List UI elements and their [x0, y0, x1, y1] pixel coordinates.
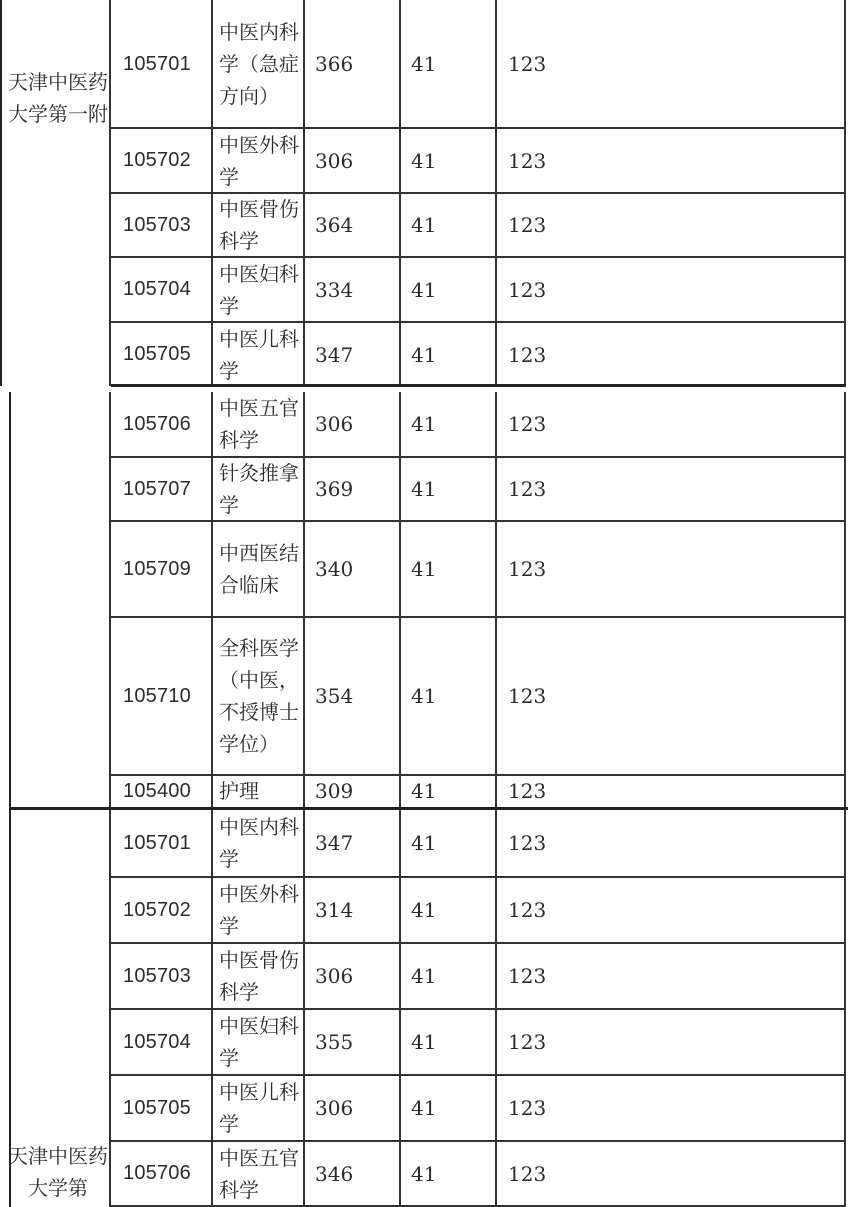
single-score-a: 41 — [411, 1030, 437, 1054]
single-score-a: 41 — [411, 277, 437, 302]
total-score: 314 — [315, 898, 354, 922]
single-score-b: 123 — [508, 277, 547, 302]
total-score: 347 — [315, 831, 354, 855]
total-score: 309 — [315, 779, 354, 803]
table-row — [111, 258, 846, 321]
single-score-b: 123 — [508, 779, 547, 803]
major-name: 中医骨伤科学 — [219, 948, 299, 1004]
table-left-border — [9, 392, 11, 808]
unit-label: 天津中医药大学第一附 — [8, 70, 108, 126]
major-name: 护理 — [219, 779, 259, 803]
program-code: 105701 — [123, 831, 191, 854]
major-name: 中医外科学 — [219, 132, 299, 189]
total-score: 355 — [315, 1030, 354, 1054]
table-row — [111, 878, 846, 942]
major-name: 中医内科学（急症方向） — [219, 20, 299, 108]
table-row — [111, 776, 846, 806]
program-code: 105701 — [123, 52, 191, 75]
table-section-2 — [111, 392, 846, 808]
single-score-b: 123 — [508, 557, 547, 581]
program-code: 105400 — [123, 779, 191, 802]
major-name: 中医外科学 — [219, 882, 299, 938]
unit-cell — [0, 810, 111, 1207]
table-row — [111, 0, 846, 128]
single-score-a: 41 — [411, 477, 437, 501]
table-row — [111, 944, 846, 1008]
table-row — [111, 1142, 846, 1205]
table-row — [111, 1076, 846, 1140]
program-code: 105707 — [123, 477, 191, 500]
total-score: 347 — [315, 342, 354, 367]
table-row — [111, 618, 846, 774]
single-score-a: 41 — [411, 779, 437, 803]
program-code: 105705 — [123, 1096, 191, 1119]
single-score-b: 123 — [508, 684, 547, 708]
table-row — [111, 392, 846, 456]
total-score: 354 — [315, 684, 354, 708]
single-score-b: 123 — [508, 964, 547, 988]
major-name: 中医妇科学 — [219, 261, 299, 318]
table-row — [111, 129, 846, 192]
program-code: 105702 — [123, 898, 191, 921]
program-code: 105709 — [123, 557, 191, 580]
program-code: 105710 — [123, 684, 191, 707]
single-score-a: 41 — [411, 964, 437, 988]
single-score-b: 123 — [508, 1096, 547, 1120]
single-score-a: 41 — [411, 213, 437, 237]
program-code: 105703 — [123, 213, 191, 236]
total-score: 346 — [315, 1161, 354, 1186]
single-score-b: 123 — [508, 412, 547, 436]
major-name: 中医骨伤科学 — [219, 197, 299, 253]
single-score-a: 41 — [411, 684, 437, 708]
major-name: 中医儿科学 — [219, 326, 299, 383]
single-score-a: 41 — [411, 148, 437, 173]
table-row — [111, 323, 846, 386]
single-score-a: 41 — [411, 557, 437, 581]
total-score: 334 — [315, 277, 354, 302]
program-code: 105705 — [123, 343, 191, 365]
single-score-b: 123 — [508, 213, 547, 237]
program-code: 105704 — [123, 1030, 191, 1053]
program-code: 105704 — [123, 278, 191, 300]
major-name: 中医妇科学 — [219, 1014, 299, 1070]
major-name: 全科医学（中医，不授博士学位） — [219, 636, 299, 756]
table-row — [111, 810, 846, 876]
unit-cell — [0, 0, 111, 386]
single-score-a: 41 — [411, 342, 437, 367]
single-score-b: 123 — [508, 831, 547, 855]
single-score-b: 123 — [508, 898, 547, 922]
single-score-b: 123 — [508, 1030, 547, 1054]
table-row — [111, 458, 846, 520]
major-name: 针灸推拿学 — [219, 461, 299, 517]
single-score-b: 123 — [508, 52, 547, 76]
single-score-b: 123 — [508, 342, 547, 367]
major-name: 中西医结合临床 — [219, 541, 299, 597]
total-score: 306 — [315, 412, 354, 436]
total-score: 364 — [315, 213, 354, 237]
table-section-3 — [111, 810, 846, 1207]
program-code: 105706 — [123, 412, 191, 435]
major-name: 中医内科学 — [219, 815, 299, 871]
single-score-b: 123 — [508, 148, 547, 173]
total-score: 306 — [315, 148, 354, 173]
total-score: 340 — [315, 557, 354, 581]
table-row — [111, 1010, 846, 1074]
single-score-a: 41 — [411, 412, 437, 436]
single-score-a: 41 — [411, 1096, 437, 1120]
table-section-1 — [111, 0, 846, 386]
table-row — [111, 522, 846, 616]
single-score-a: 41 — [411, 52, 437, 76]
major-name: 中医五官科学 — [219, 1145, 299, 1202]
program-code: 105706 — [123, 1162, 191, 1184]
major-name: 中医五官科学 — [219, 396, 299, 452]
total-score: 366 — [315, 52, 354, 76]
program-code: 105702 — [123, 149, 191, 171]
single-score-a: 41 — [411, 1161, 437, 1186]
single-score-a: 41 — [411, 831, 437, 855]
single-score-b: 123 — [508, 1161, 547, 1186]
single-score-b: 123 — [508, 477, 547, 501]
single-score-a: 41 — [411, 898, 437, 922]
table-row — [111, 194, 846, 256]
total-score: 306 — [315, 964, 354, 988]
major-name: 中医儿科学 — [219, 1080, 299, 1136]
unit-label: 天津中医药大学第 — [8, 1144, 108, 1200]
total-score: 369 — [315, 477, 354, 501]
total-score: 306 — [315, 1096, 354, 1120]
program-code: 105703 — [123, 964, 191, 987]
